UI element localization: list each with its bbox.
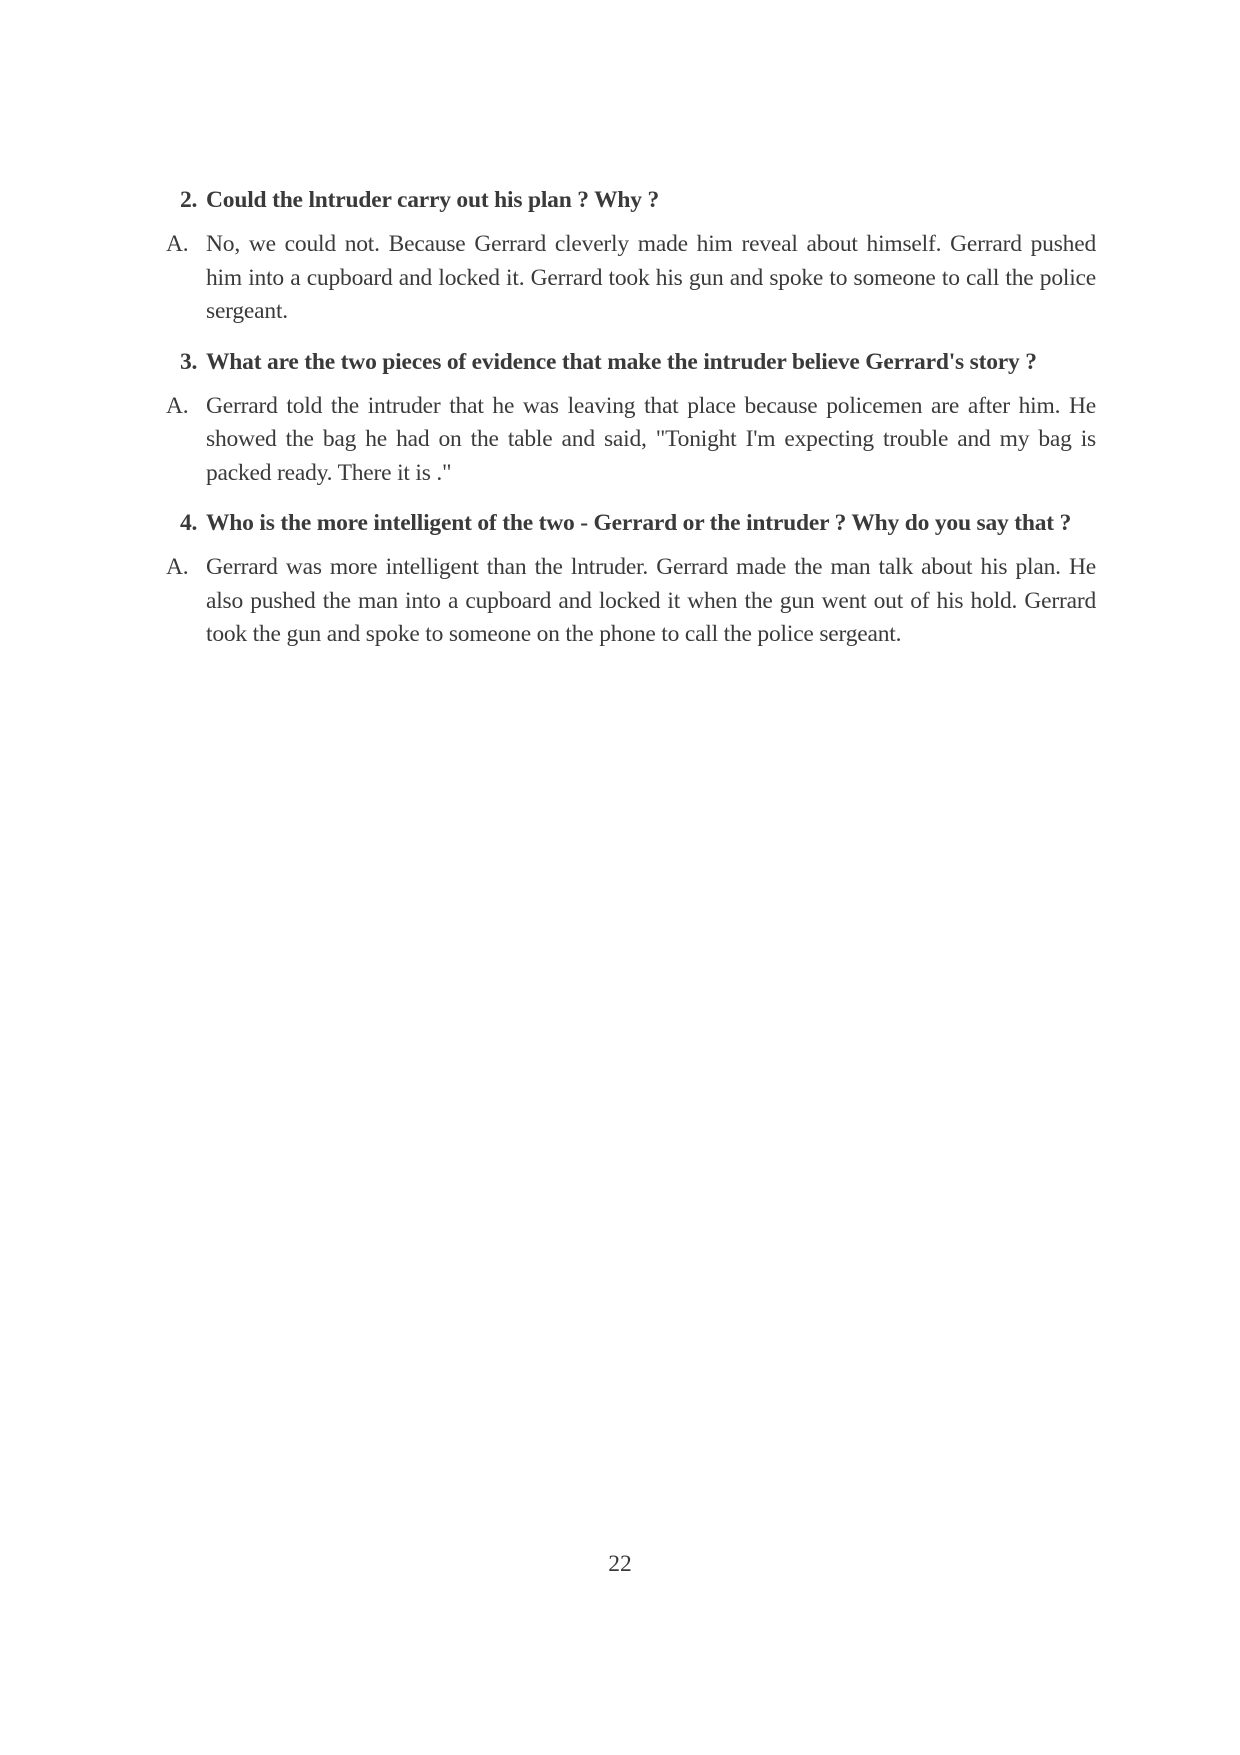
question-text: What are the two pieces of evidence that make the intruder believe Gerrard's story ?	[206, 348, 1037, 375]
question-number: 3.	[180, 348, 198, 375]
qa-item-2	[166, 183, 1096, 329]
question	[166, 506, 1096, 540]
question-text: Could the lntruder carry out his plan ? Why ?	[206, 187, 660, 213]
document-body	[166, 183, 1096, 668]
answer-label: A.	[166, 554, 189, 580]
answer-label: A.	[166, 392, 189, 419]
question-text: Who is the more intelligent of the two - Gerrard or the intruder ? Why do you say that ?	[206, 510, 1072, 536]
qa-item-4	[166, 506, 1096, 652]
answer	[166, 551, 1096, 652]
answer-text: Gerrard told the intruder that he was leaving that place because policemen are after him. He showed the bag he had on the table and said, "Tonight I'm expecting trouble and my bag is packed ready. There it is ."	[206, 392, 1096, 486]
question-number: 4.	[180, 510, 198, 536]
answer	[166, 228, 1096, 329]
question	[166, 345, 1096, 379]
question-number: 2.	[180, 187, 198, 213]
page-number: 22	[608, 1551, 632, 1577]
answer-text: No, we could not. Because Gerrard cleverly made him reveal about himself. Gerrard pushed him into a cupboard and locked it. Gerrard took his gun and spoke to someone to call the police sergeant.	[206, 231, 1096, 324]
question	[166, 183, 1096, 217]
answer-label: A.	[166, 231, 189, 257]
answer-text: Gerrard was more intelligent than the lntruder. Gerrard made the man talk about his plan. He also pushed the man into a cupboard and locked it when the gun went out of his hold. Gerrard took the gun and spoke to someone on the phone to call the police sergeant.	[206, 554, 1096, 647]
qa-item-3	[166, 345, 1096, 491]
answer	[166, 390, 1096, 491]
